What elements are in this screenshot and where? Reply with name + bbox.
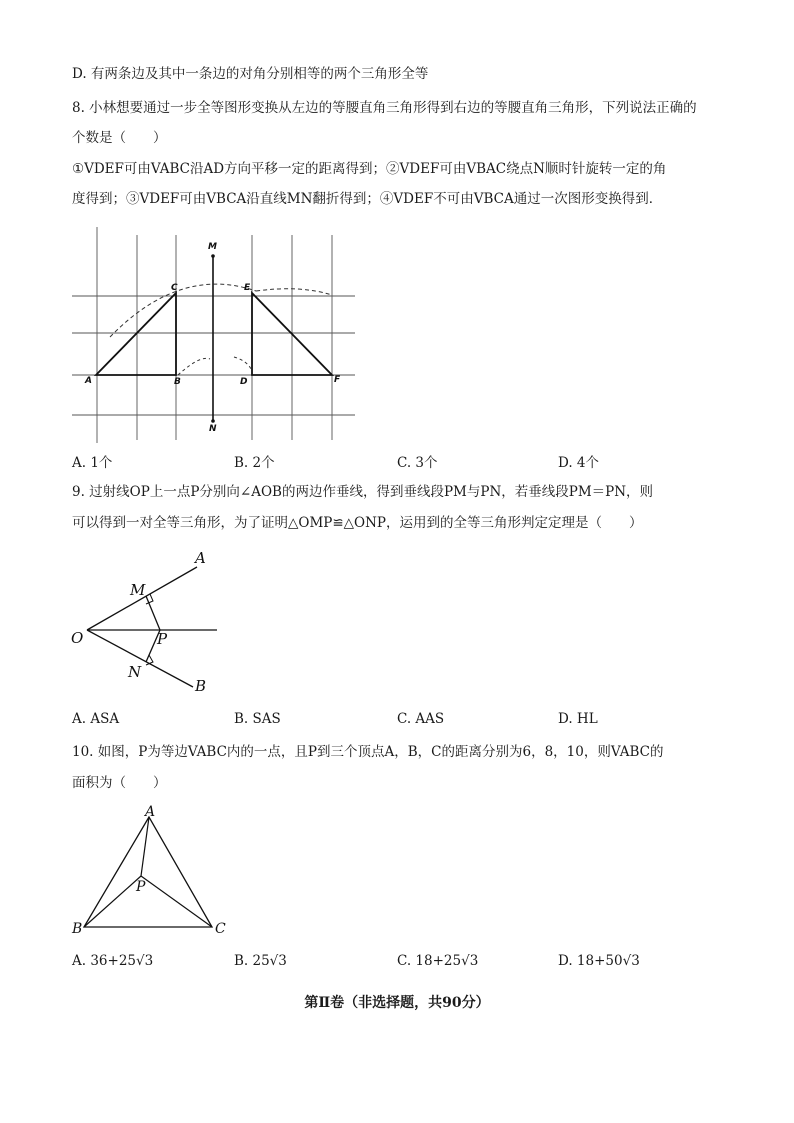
section-ii-title: 第Ⅱ卷（非选择题，共90分） (304, 995, 490, 1011)
q8-label-n: N (209, 424, 217, 434)
q10-stem-line1: 10. 如图，P为等边VABC内的一点，且P到三个顶点A，B，C的距离分别为6，8，10，则VABC的 (72, 744, 664, 760)
q10-options (72, 953, 722, 973)
q10-stem-line2: 面积为（ ） (72, 775, 167, 791)
q9-stem-line2: 可以得到一对全等三角形，为了证明△OMP≌△ONP，运用到的全等三角形判定定理是（ ） (72, 515, 643, 531)
q8-label-a: A (85, 376, 92, 386)
q9-label-b: B (195, 677, 207, 695)
q8-option-c[interactable]: C. 3个 (397, 455, 438, 471)
q9-stem-line1: 9. 过射线OP上一点P分别向∠AOB的两边作垂线，得到垂线段PM与PN，若垂线段PM＝PN，则 (72, 484, 654, 500)
q10-triangle-figure (64, 803, 244, 943)
q8-stem-line1: 8. 小林想要通过一步全等图形变换从左边的等腰直角三角形得到右边的等腰直角三角形，下列说法正确的 (72, 100, 697, 116)
q10-segment-pa (141, 817, 149, 876)
q9-label-n: N (128, 663, 142, 681)
q8-statement-line1: ①VDEF可由VABC沿AD方向平移一定的距离得到；②VDEF可由VBAC绕点N顺时针旋转一定的角 (72, 161, 667, 177)
q8-triangle-abc (96, 293, 176, 375)
q8-label-c: C (171, 283, 178, 293)
q8-dashed-arc-left (178, 358, 210, 375)
q8-dashed-arc-top (110, 284, 256, 337)
q10-label-c: C (215, 921, 226, 937)
q8-option-b[interactable]: B. 2个 (234, 455, 275, 471)
q7-option-d: D. 有两条边及其中一条边的对角分别相等的两个三角形全等 (72, 66, 429, 82)
q8-dashed-arc-right (234, 357, 252, 371)
q8-label-b: B (174, 377, 181, 387)
q10-option-b[interactable]: B. 25√3 (234, 953, 287, 969)
q9-label-a: A (195, 549, 206, 567)
q9-option-c[interactable]: C. AAS (397, 711, 445, 727)
q8-stem-line2: 个数是（ ） (72, 130, 167, 146)
q9-label-p: P (157, 630, 168, 648)
q9-label-m: M (130, 581, 146, 599)
q9-label-o: O (71, 629, 84, 647)
q8-label-d: D (240, 377, 248, 387)
q8-option-a[interactable]: A. 1个 (72, 455, 113, 471)
q8-label-e: E (244, 283, 251, 293)
q8-dashed-arc-top-right (256, 289, 332, 295)
q8-grid-figure (70, 225, 360, 445)
q9-angle-figure (62, 545, 232, 705)
q8-statement-line2: 度得到；③VDEF可由VBCA沿直线MN翻折得到；④VDEF不可由VBCA通过一次图形变换得到． (72, 191, 663, 207)
q8-option-d[interactable]: D. 4个 (558, 455, 600, 471)
q9-option-d[interactable]: D. HL (558, 711, 598, 727)
q8-label-m: M (208, 242, 217, 252)
q8-options (72, 451, 722, 471)
q8-point-m (211, 254, 215, 258)
q9-option-a[interactable]: A. ASA (72, 711, 120, 727)
q10-label-p: P (136, 879, 146, 895)
q10-option-d[interactable]: D. 18+50√3 (558, 953, 640, 969)
q10-option-c[interactable]: C. 18+25√3 (397, 953, 479, 969)
q9-option-b[interactable]: B. SAS (234, 711, 281, 727)
q10-label-b: B (72, 921, 83, 937)
q9-options (72, 711, 722, 731)
q10-segment-pc (141, 876, 212, 927)
q10-segment-pb (84, 876, 141, 927)
q8-point-n (211, 419, 215, 423)
q10-label-a: A (145, 804, 156, 820)
q8-label-f: F (334, 375, 341, 385)
q10-option-a[interactable]: A. 36+25√3 (72, 953, 154, 969)
